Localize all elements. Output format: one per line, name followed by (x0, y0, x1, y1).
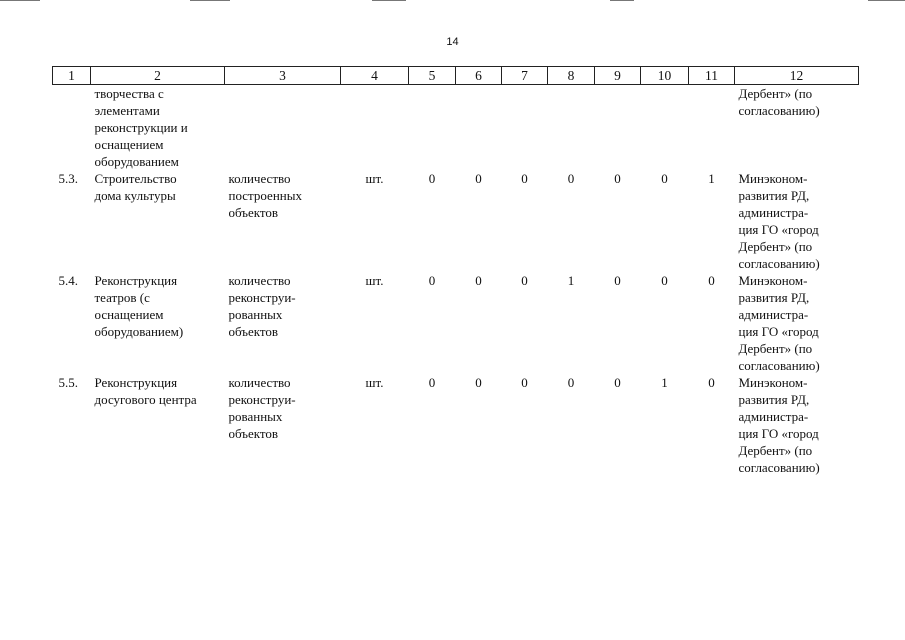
value-cell: 0 (521, 273, 528, 288)
header-row (53, 67, 859, 85)
unit: шт. (365, 171, 384, 186)
value-cell: 0 (614, 171, 621, 186)
event-name: творчества с элементами реконструкции и оснащением оборудованием (94, 86, 188, 169)
event-name: Строительство дома культуры (94, 171, 177, 203)
value-cell: 1 (708, 171, 715, 186)
value-cell: 0 (475, 375, 482, 390)
table-row (53, 170, 859, 272)
value-cell: 0 (661, 273, 668, 288)
value-cell: 0 (708, 375, 715, 390)
value-cell: 0 (475, 273, 482, 288)
top-scan-rule (0, 0, 905, 2)
value-cell: 0 (428, 375, 436, 390)
indicator-name: количество реконструи- рованных объектов (228, 273, 296, 339)
header-cell: 5 (409, 67, 456, 85)
indicators-table (52, 66, 859, 476)
event-name: Реконструкция театров (с оснащением оборудованием) (94, 273, 184, 339)
header-cell: 7 (502, 67, 548, 85)
value-cell: 0 (521, 375, 528, 390)
value-cell: 0 (428, 273, 436, 288)
value-cell: 1 (661, 375, 668, 390)
unit: шт. (365, 375, 384, 390)
header-cell: 6 (456, 67, 502, 85)
row-index: 5.4. (58, 273, 78, 288)
header-cell: 12 (735, 67, 859, 85)
value-cell: 0 (428, 171, 436, 186)
value-cell: 0 (567, 171, 575, 186)
header-cell: 4 (341, 67, 409, 85)
value-cell: 0 (614, 375, 621, 390)
row-index: 5.5. (58, 375, 78, 390)
value-cell: 0 (521, 171, 528, 186)
value-cell: 0 (708, 273, 715, 288)
value-cell: 0 (475, 171, 482, 186)
value-cell: 0 (614, 273, 621, 288)
table-row (53, 374, 859, 476)
page-number: 14 (446, 36, 459, 48)
value-cell: 1 (567, 273, 575, 288)
value-cell: 0 (661, 171, 668, 186)
unit: шт. (365, 273, 384, 288)
header-cell: 9 (595, 67, 641, 85)
responsible: Минэконом- развития РД, администра- ция ГО «город Дербент» (по согласованию) (738, 375, 820, 475)
event-name: Реконструкция досугового центра (94, 375, 197, 407)
responsible: Минэконом- развития РД, администра- ция ГО «город Дербент» (по согласованию) (738, 273, 820, 373)
header-cell: 3 (225, 67, 341, 85)
indicator-name: количество реконструи- рованных объектов (228, 375, 296, 441)
header-cell: 11 (689, 67, 735, 85)
header-cell: 8 (548, 67, 595, 85)
header-cell: 10 (641, 67, 689, 85)
responsible: Дербент» (по согласованию) (738, 86, 820, 118)
row-index: 5.3. (58, 171, 78, 186)
indicator-name: количество построенных объектов (228, 171, 302, 220)
header-cell: 2 (91, 67, 225, 85)
responsible: Минэконом- развития РД, администра- ция ГО «город Дербент» (по согласованию) (738, 171, 820, 271)
table-row (53, 272, 859, 374)
header-cell: 1 (53, 67, 91, 85)
continuation-row (53, 85, 859, 171)
value-cell: 0 (567, 375, 575, 390)
